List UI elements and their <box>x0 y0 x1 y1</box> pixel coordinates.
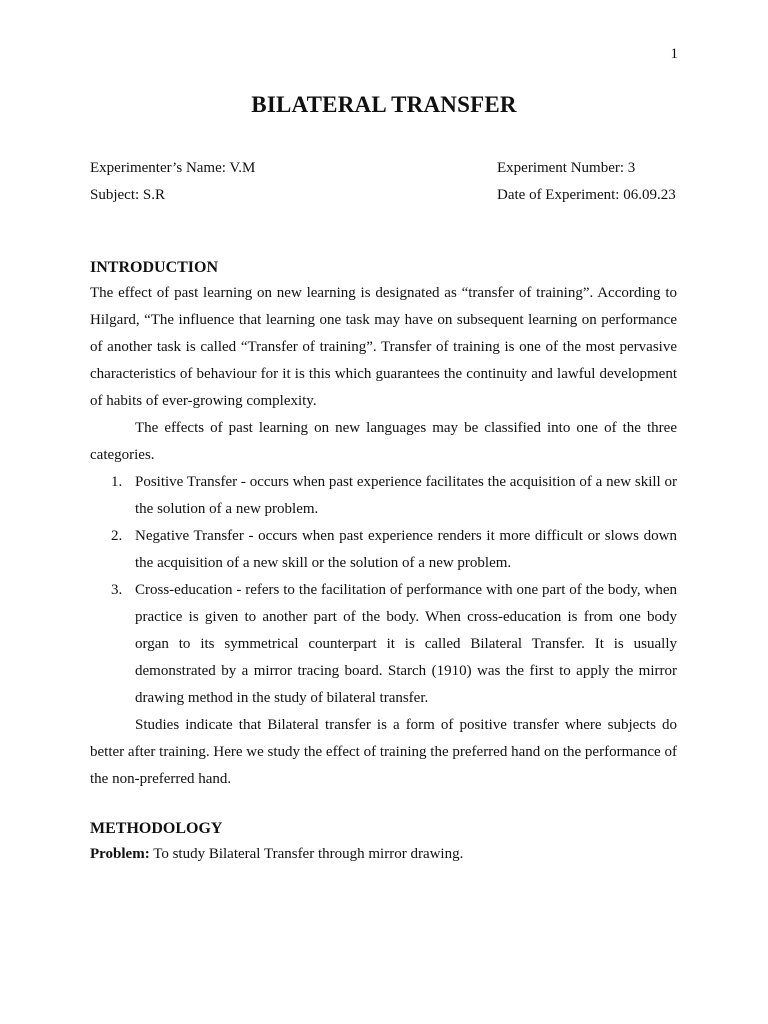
list-item <box>90 469 677 523</box>
problem-statement <box>90 841 677 868</box>
page-number: 1 <box>670 46 678 62</box>
experiment-number: Experiment Number: 3 <box>497 160 636 176</box>
problem-text: To study Bilateral Transfer through mirror drawing. <box>149 846 464 862</box>
list-item-number: 1. <box>111 474 123 490</box>
introduction-paragraph-2: The effects of past learning on new languages may be classified into one of the three categories. <box>90 420 677 463</box>
list-item-text: Positive Transfer - occurs when past experience facilitates the acquisition of a new skill or the solution of a new problem. <box>135 474 677 517</box>
list-item <box>90 577 677 712</box>
experiment-date: Date of Experiment: 06.09.23 <box>497 187 676 203</box>
experimenter-name: Experimenter’s Name: V.M <box>90 160 256 176</box>
list-item-text: Cross-education - refers to the facilitation of performance with one part of the body, when practice is given to another part of the body. When cross-education is from one body organ to its symmetrical counterpart it is called Bilateral Transfer. It is usually demonstrated by a mirror tracing board. Starch (1910) was the first to apply the mirror drawing method in the study of bilateral transfer. <box>135 582 677 706</box>
introduction-paragraph-1: The effect of past learning on new learning is designated as “transfer of training”. According to Hilgard, “The influence that learning one task may have on subsequent learning on performance of another task is called “Transfer of training”. Transfer of training is one of the most pervasive characteristics of behaviour for it is this which guarantees the continuity and lawful development of habits of ever-growing complexity. <box>90 285 677 409</box>
meta-row-1 <box>90 160 677 177</box>
document-body <box>90 256 677 868</box>
list-item-text: Negative Transfer - occurs when past experience renders it more difficult or slows down the acquisition of a new skill or the solution of a new problem. <box>135 528 677 571</box>
section-gap <box>90 793 677 817</box>
methodology-heading: METHODOLOGY <box>90 820 223 837</box>
subject: Subject: S.R <box>90 187 166 203</box>
list-item-number: 2. <box>111 528 123 544</box>
meta-row-2 <box>90 187 677 204</box>
introduction-heading: INTRODUCTION <box>90 259 219 276</box>
transfer-types-list <box>90 469 677 712</box>
problem-label: Problem: <box>90 846 150 862</box>
document-title: BILATERAL TRANSFER <box>251 92 517 117</box>
list-item-number: 3. <box>111 582 123 598</box>
list-item <box>90 523 677 577</box>
introduction-paragraph-3: Studies indicate that Bilateral transfer is a form of positive transfer where subjects do better after training. Here we study the effect of training the preferred hand on the performance of the non-preferred hand. <box>90 717 677 787</box>
